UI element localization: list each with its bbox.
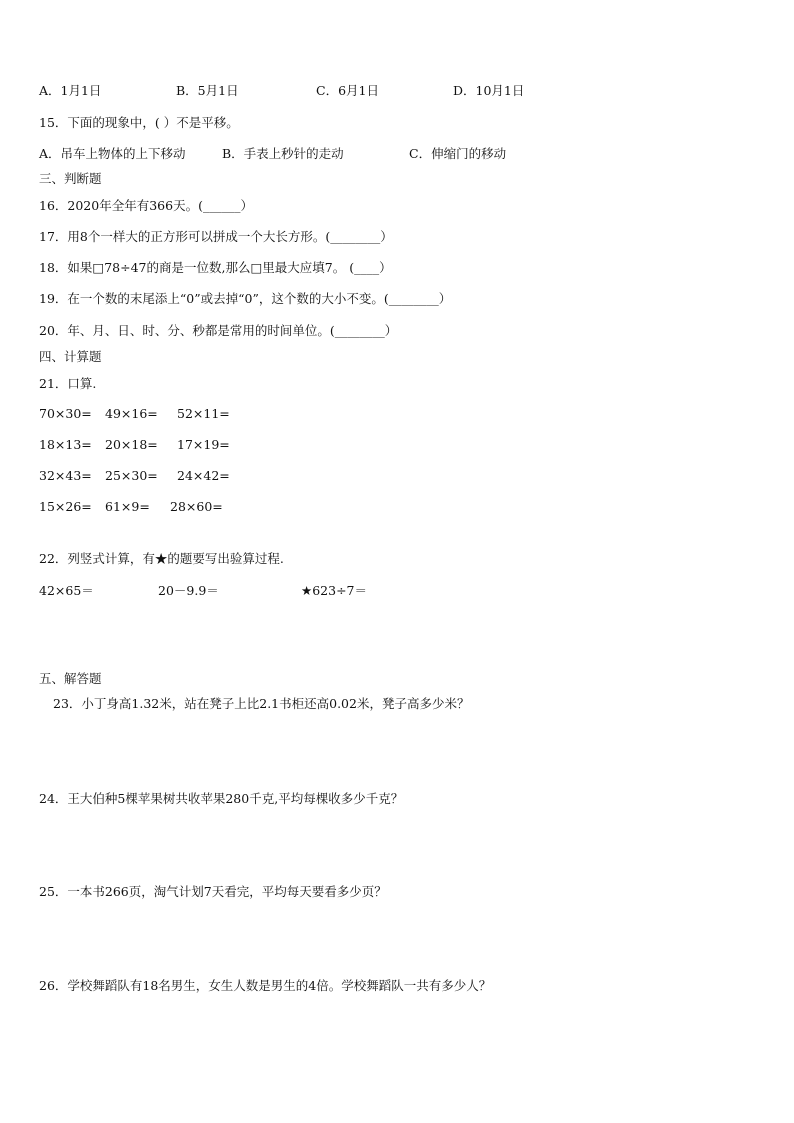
section-4-title: 四、计算题 [39,349,102,364]
q15-options [39,146,759,162]
judge-q20: 20．年、月、日、时、分、秒都是常用的时间单位。(________） [39,323,398,338]
solve-q23: 23．小丁身高1.32米，站在凳子上比2.1书柜还高0.02米，凳子高多少米？ [53,696,470,711]
q21-item: 20×18= [105,437,158,452]
solve-q25: 25．一本书266页，淘气计划7天看完，平均每天要看多少页？ [39,884,387,899]
q21-item: 24×42= [177,468,230,483]
q21-item: 25×30= [105,468,158,483]
q21-item: 70×30= [39,406,92,421]
q21-item: 52×11= [177,406,230,421]
q15-stem: 15．下面的现象中，( ）不是平移。 [39,115,239,130]
q15-option-c: C．伸缩门的移动 [409,146,507,161]
q14-option-a: A．1月1日 [39,83,102,98]
q15-option-a: A．吊车上物体的上下移动 [39,146,186,161]
q21-item: 18×13= [39,437,92,452]
q14-option-c: C．6月1日 [316,83,379,98]
q21-stem: 21．口算. [39,376,97,391]
q22-stem: 22．列竖式计算，有★的题要写出验算过程. [39,551,284,566]
q21-item: 28×60= [170,499,223,514]
q21-item: 17×19= [177,437,230,452]
section-3-title: 三、判断题 [39,171,102,186]
q14-option-b: B．5月1日 [176,83,239,98]
q21-item: 32×43= [39,468,92,483]
q22-item: ★623÷7＝ [301,583,367,598]
q15-option-b: B．手表上秒针的走动 [222,146,344,161]
q21-item: 49×16= [105,406,158,421]
q22-item: 42×65＝ [39,583,94,598]
judge-q18: 18．如果□78÷47的商是一位数,那么□里最大应填7。 (____） [39,260,392,275]
judge-q19: 19．在一个数的末尾添上“0”或去掉“0”，这个数的大小不变。(________） [39,291,452,306]
q14-option-d: D．10月1日 [453,83,525,98]
q21-item: 61×9= [105,499,150,514]
q22-item: 20－9.9＝ [158,583,219,598]
solve-q26: 26．学校舞蹈队有18名男生，女生人数是男生的4倍。学校舞蹈队一共有多少人？ [39,978,492,993]
judge-q17: 17．用8个一样大的正方形可以拼成一个大长方形。(________） [39,229,393,244]
q21-item: 15×26= [39,499,92,514]
section-5-title: 五、解答题 [39,671,102,686]
solve-q24: 24．王大伯种5棵苹果树共收苹果280千克,平均每棵收多少千克？ [39,791,404,806]
q14-options [39,83,759,99]
judge-q16: 16．2020年全年有366天。(______） [39,198,253,213]
